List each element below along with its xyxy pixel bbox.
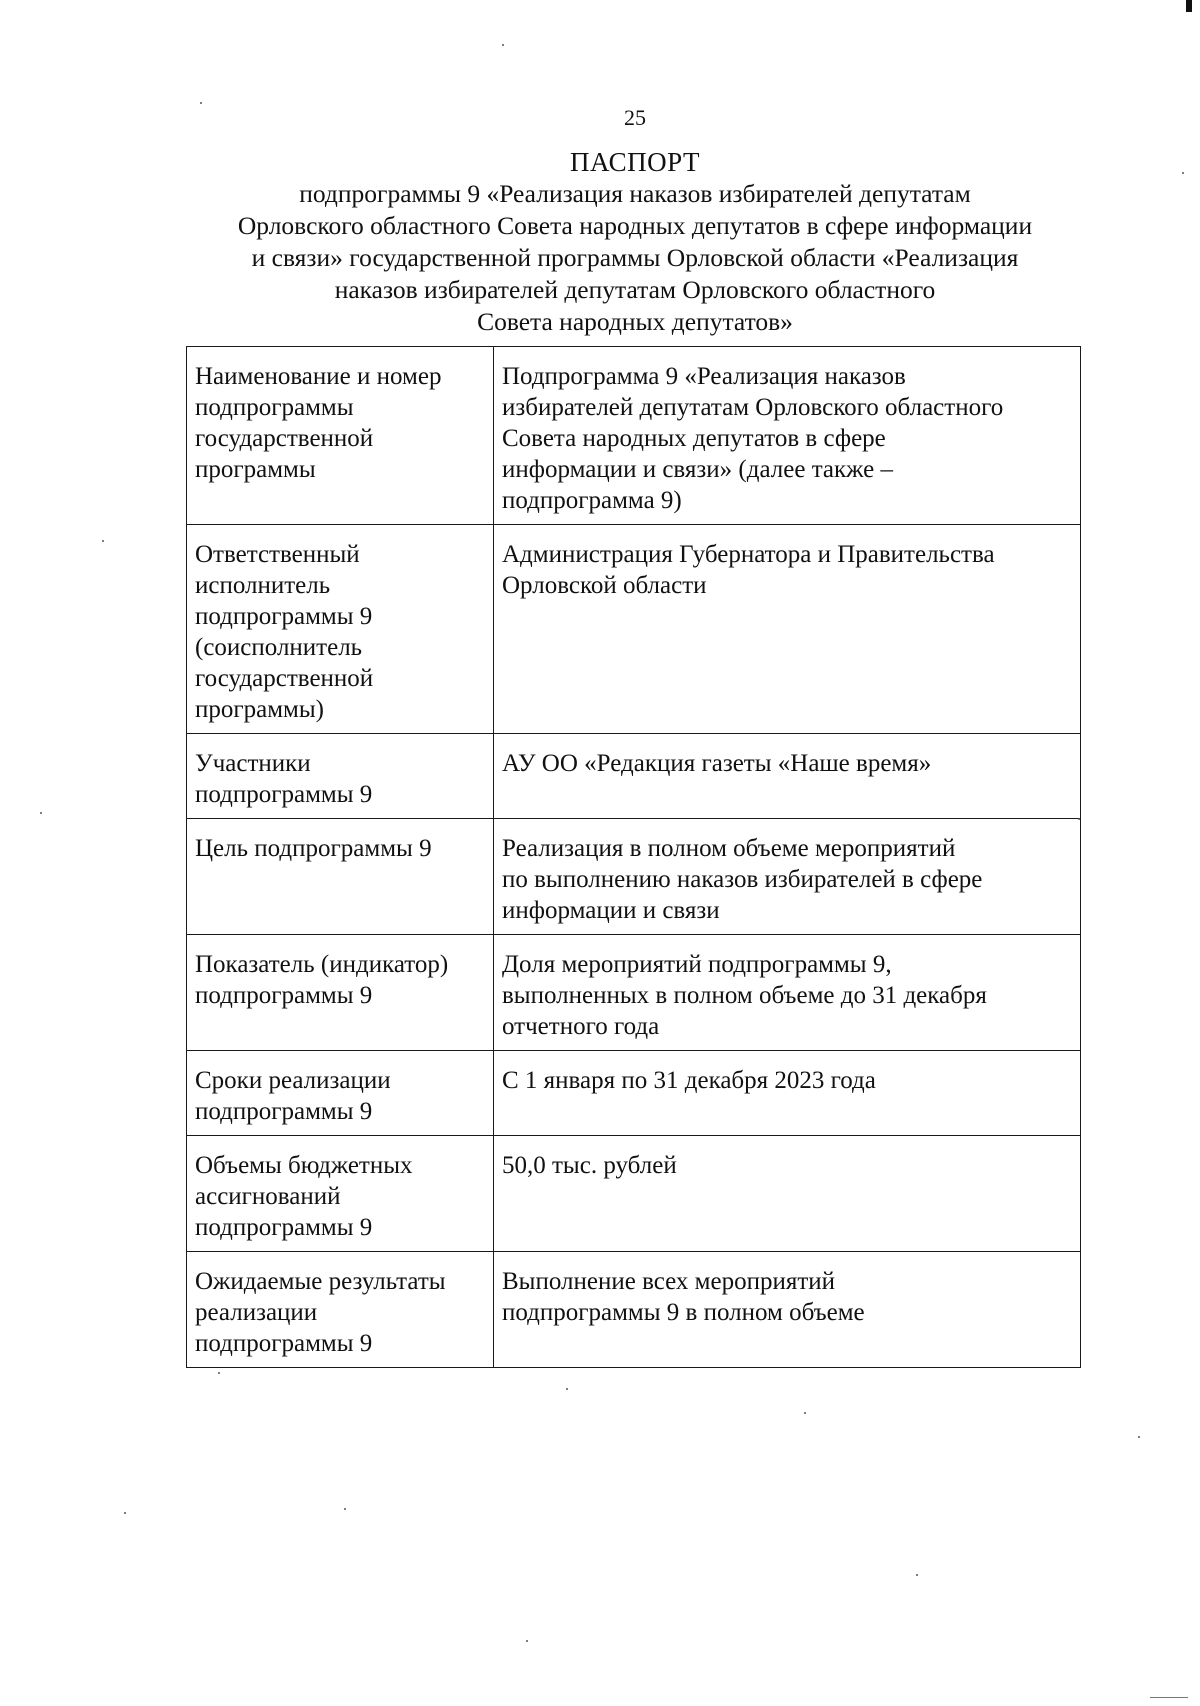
scan-speck xyxy=(502,44,504,46)
table-row xyxy=(187,347,1081,525)
cell-line: подпрограммы 9 xyxy=(195,1098,373,1125)
cell-line: подпрограммы 9 xyxy=(195,1330,373,1357)
row-label-cell xyxy=(187,525,494,734)
scan-speck xyxy=(566,1388,568,1390)
cell-line: Совета народных депутатов в сфере xyxy=(502,425,886,452)
cell-line: Реализация в полном объеме мероприятий xyxy=(502,835,956,862)
scan-speck xyxy=(102,540,104,542)
table-row xyxy=(187,525,1081,734)
cell-line: ассигнований xyxy=(195,1183,341,1210)
cell-line: избирателей депутатам Орловского областного xyxy=(502,394,1004,421)
scan-speck xyxy=(344,1508,346,1510)
cell-line: Цель подпрограммы 9 xyxy=(195,835,432,862)
row-label-cell xyxy=(187,819,494,935)
cell-line: Участники xyxy=(195,750,311,777)
cell-line: программы) xyxy=(195,696,324,723)
cell-line: реализации xyxy=(195,1299,318,1326)
cell-line: программы xyxy=(195,456,316,483)
cell-line: по выполнению наказов избирателей в сфере xyxy=(502,866,983,893)
subtitle-line: Совета народных депутатов» xyxy=(477,307,793,336)
cell-line: Администрация Губернатора и Правительства xyxy=(502,541,995,568)
scan-speck xyxy=(1182,172,1184,174)
cell-line: подпрограммы xyxy=(195,394,354,421)
table-row xyxy=(187,1252,1081,1368)
subtitle-line: и связи» государственной программы Орловской области «Реализация xyxy=(251,243,1019,272)
row-value-cell xyxy=(494,347,1081,525)
page-number: 25 xyxy=(624,105,646,130)
cell-line: подпрограммы 9 xyxy=(195,781,373,808)
cell-line: информации и связи» (далее также – xyxy=(502,456,893,483)
scan-speck xyxy=(526,1640,528,1642)
cell-line: Объемы бюджетных xyxy=(195,1152,413,1179)
row-value-cell xyxy=(494,819,1081,935)
scan-speck xyxy=(40,812,42,814)
row-label-cell xyxy=(187,347,494,525)
scan-footer-mark xyxy=(1150,1675,1188,1698)
scan-speck xyxy=(916,1574,918,1576)
scan-speck xyxy=(200,102,202,104)
row-value-cell xyxy=(494,935,1081,1051)
scan-speck xyxy=(1138,1436,1140,1438)
row-value-cell xyxy=(494,1136,1081,1252)
subtitle-line: наказов избирателей депутатам Орловского областного xyxy=(334,275,936,304)
cell-line: выполненных в полном объеме до 31 декабря xyxy=(502,982,987,1009)
table-row xyxy=(187,1136,1081,1252)
cell-line: отчетного года xyxy=(502,1013,660,1040)
row-label-cell xyxy=(187,1252,494,1368)
row-label-cell xyxy=(187,1136,494,1252)
cell-line: Ожидаемые результаты xyxy=(195,1268,446,1295)
cell-line: 50,0 тыс. рублей xyxy=(502,1152,677,1179)
table-row xyxy=(187,1051,1081,1136)
cell-line: Выполнение всех мероприятий xyxy=(502,1268,836,1295)
cell-line: С 1 января по 31 декабря 2023 года xyxy=(502,1067,876,1094)
table-row xyxy=(187,819,1081,935)
cell-line: подпрограммы 9 xyxy=(195,982,373,1009)
cell-line: подпрограмма 9) xyxy=(502,487,682,514)
cell-line: государственной xyxy=(195,425,374,452)
row-value-cell xyxy=(494,734,1081,819)
row-value-cell xyxy=(494,525,1081,734)
scan-speck xyxy=(804,1412,806,1414)
row-value-cell xyxy=(494,1051,1081,1136)
cell-line: Подпрограмма 9 «Реализация наказов xyxy=(502,363,906,390)
passport-table xyxy=(186,346,1081,1368)
document-title: ПАСПОРТ xyxy=(570,147,700,177)
cell-line: исполнитель xyxy=(195,572,331,599)
cell-line: государственной xyxy=(195,665,374,692)
cell-line: Ответственный xyxy=(195,541,360,568)
cell-line: информации и связи xyxy=(502,897,720,924)
scan-corner-mark xyxy=(1186,0,1192,12)
cell-line: Доля мероприятий подпрограммы 9, xyxy=(502,951,892,978)
row-label-cell xyxy=(187,935,494,1051)
table-row xyxy=(187,935,1081,1051)
document-subtitle xyxy=(190,178,1080,338)
subtitle-line: Орловского областного Совета народных депутатов в сфере информации xyxy=(237,211,1033,240)
row-value-cell xyxy=(494,1252,1081,1368)
scan-speck xyxy=(124,1512,126,1514)
row-label-cell xyxy=(187,734,494,819)
cell-line: подпрограммы 9 xyxy=(195,603,373,630)
cell-line: Наименование и номер xyxy=(195,363,442,390)
cell-line: (соисполнитель xyxy=(195,634,363,661)
cell-line: подпрограммы 9 в полном объеме xyxy=(502,1299,865,1326)
scan-speck xyxy=(218,1372,220,1374)
cell-line: подпрограммы 9 xyxy=(195,1214,373,1241)
row-label-cell xyxy=(187,1051,494,1136)
subtitle-line: подпрограммы 9 «Реализация наказов избирателей депутатам xyxy=(299,179,971,208)
cell-line: Сроки реализации xyxy=(195,1067,391,1094)
cell-line: Орловской области xyxy=(502,572,707,599)
scan-speck xyxy=(1078,818,1080,820)
cell-line: АУ ОО «Редакция газеты «Наше время» xyxy=(502,750,932,777)
table-row xyxy=(187,734,1081,819)
cell-line: Показатель (индикатор) xyxy=(195,951,449,978)
